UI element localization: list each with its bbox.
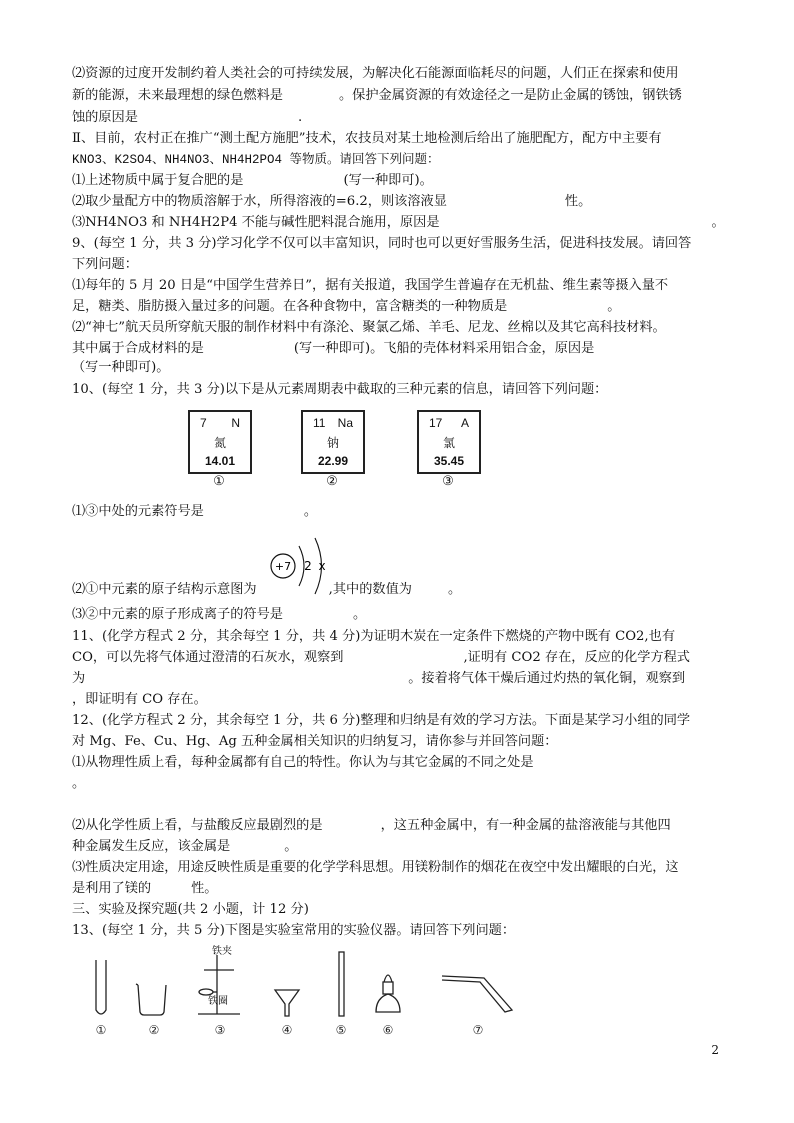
text-line — [72, 502, 317, 522]
element-symbol: Na — [337, 416, 353, 430]
element-card-label: ③ — [442, 474, 454, 489]
apparatus-label: ④ — [281, 1023, 293, 1037]
text-segment: 。保护金属资源的有效途径之一是防止金属的锈蚀，钢铁锈 — [339, 88, 682, 103]
text-line — [72, 108, 302, 128]
element-card-nitrogen — [188, 410, 252, 474]
apparatus-label: ⑦ — [472, 1023, 484, 1037]
text-segment: 性。 — [191, 881, 218, 896]
glass-rod-icon — [339, 952, 344, 1016]
text-line — [72, 171, 433, 191]
text-line: ，即证明有 CO 存在。 — [72, 692, 207, 707]
text-segment: 。 — [284, 839, 298, 854]
text-line — [72, 605, 366, 625]
atomic-mass: 14.01 — [204, 454, 236, 468]
text-line — [72, 297, 620, 317]
text-segment: 蚀的原因是 — [72, 110, 138, 125]
text-segment: CO，可以先将气体通过澄清的石灰水，观察到 — [72, 650, 344, 665]
text-line: ⑵资源的过度开发制约着人类社会的可持续发展，为解决化石能源面临耗尽的问题，人们正在探索和使用 — [72, 66, 679, 81]
element-card-label: ① — [213, 474, 225, 489]
element-card-chlorine — [417, 410, 481, 474]
text-line: ⑶性质决定用途，用途反映性质是重要的化学学科思想。用镁粉制作的烟花在夜空中发出耀眼的白光，这 — [72, 860, 679, 875]
atomic-number: 11 — [313, 416, 326, 430]
element-name: 氮 — [213, 436, 226, 450]
text-segment: ⑴③中处的元素符号是 — [72, 504, 204, 519]
apparatus-label: ③ — [214, 1023, 226, 1037]
text-segment: ⑵①中元素的原子结构示意图为 — [72, 582, 257, 597]
bent-tube-icon — [442, 976, 512, 1012]
text-segment: ,证明有 CO2 存在，反应的化学方程式 — [463, 650, 690, 665]
text-segment: 。 — [447, 582, 462, 597]
text-line: 9、(每空 1 分，共 3 分)学习化学不仅可以丰富知识，同时也可以更好雪服务生活，促进科技发展。请回答 — [72, 236, 692, 251]
text-segment: (写一种即可)。飞船的壳体材料采用铝合金，原因是 — [293, 341, 595, 356]
text-segment: 新的能源，未来最理想的绿色燃料是 — [72, 88, 283, 103]
text-segment: . — [297, 110, 303, 125]
text-line: （写一种即可)。 — [72, 360, 170, 375]
text-segment: ⑶NH4NO3 和 NH4H2P4 不能与碱性肥料混合施用，原因是 — [72, 215, 440, 230]
text-line: Ⅱ、目前，农村正在推广“测土配方施肥”技术，农技员对某土地检测后给出了施肥配方，配方中主要有 — [72, 131, 662, 146]
element-name: 钠 — [326, 436, 339, 450]
text-line: 12、(化学方程式 2 分，其余每空 1 分，共 6 分)整理和归纳是有效的学习方法。下面是某学习小组的同学 — [72, 713, 691, 728]
text-segment: ⑶②中元素的原子形成离子的符号是 — [72, 607, 283, 622]
test-tube-icon — [96, 960, 106, 1014]
beaker-icon — [136, 984, 166, 1015]
text-segment: 。 — [711, 215, 725, 230]
apparatus-label: ⑤ — [335, 1023, 347, 1037]
alcohol-lamp-icon — [376, 975, 400, 1012]
atomic-mass: 22.99 — [317, 454, 349, 468]
text-line: ⑴每年的 5 月 20 日是“中国学生营养日”，据有关报道，我国学生普遍存在无机盐、维生素等摄入量不 — [72, 278, 669, 293]
apparatus-label: ① — [95, 1023, 107, 1037]
text-segment: 。 — [303, 504, 318, 519]
apparatus-label: ② — [148, 1023, 160, 1037]
text-segment: ，这五种金属中，有一种金属的盐溶液能与其他四 — [380, 818, 671, 833]
text-segment: 。接着将气体干燥后通过灼热的氧化铜，观察到 — [408, 671, 686, 686]
clamp-label: 铁夹 — [212, 946, 232, 957]
text-segment: 足，糖类、脂肪摄入量过多的问题。在各种食物中，富含糖类的一种物质是 — [72, 299, 508, 314]
text-segment: 其中属于合成材料的是 — [72, 341, 204, 356]
text-line — [72, 879, 218, 899]
text-segment: 为 — [72, 671, 86, 686]
element-name: 氯 — [442, 436, 455, 450]
text-line: ⑵“神七”航天员所穿航天服的制作材料中有涤沦、聚氯乙烯、羊毛、尼龙、丝棉以及其它高科技材料。 — [72, 320, 666, 335]
text-segment: 性。 — [564, 194, 592, 209]
element-card-sodium — [301, 410, 365, 474]
page-number: 2 — [711, 1043, 719, 1057]
atomic-mass: 35.45 — [433, 454, 465, 468]
text-segment: ⑵从化学性质上看，与盐酸反应最剧烈的是 — [72, 818, 323, 833]
text-segment: 。 — [607, 299, 621, 314]
atomic-number: 17 — [429, 416, 443, 430]
element-symbol: A — [460, 416, 469, 430]
lab-apparatus-figure — [80, 940, 530, 1040]
element-symbol: N — [231, 416, 240, 430]
text-line — [72, 339, 594, 359]
text-segment: 种金属发生反应，该金属是 — [72, 839, 231, 854]
text-line — [72, 816, 671, 836]
text-segment: ,其中的数值为 — [328, 582, 412, 597]
text-line — [72, 648, 690, 668]
text-segment: ⑵取少量配方中的物质溶解于水，所得溶液的=6.2，则该溶液显 — [72, 194, 447, 209]
text-segment: 。 — [353, 607, 367, 622]
text-line: 三、实验及探究题(共 2 小题，计 12 分) — [72, 902, 309, 917]
text-line: ⑴从物理性质上看，每种金属都有自己的特性。你认为与其它金属的不同之处是 — [72, 755, 534, 770]
text-line — [72, 837, 297, 857]
text-segment: 是利用了镁的 — [72, 881, 152, 896]
text-line: 13、(每空 1 分，共 5 分)下图是实验室常用的实验仪器。请回答下列问题： — [72, 923, 516, 938]
text-line: 下列问题： — [72, 257, 138, 272]
shell-electrons: 2 — [304, 559, 312, 573]
ring-label: 铁圈 — [208, 996, 228, 1007]
text-line: 。 — [72, 776, 86, 791]
text-line — [72, 669, 685, 689]
funnel-icon — [275, 990, 299, 1016]
text-line — [72, 192, 591, 212]
text-line: 10、(每空 1 分，共 3 分)以下是从元素周期表中截取的三种元素的信息，请回答下列问题： — [72, 382, 608, 397]
text-line: 11、(化学方程式 2 分，其余每空 1 分，共 4 分)为证明木炭在一定条件下燃烧的产物中既有 CO2,也有 — [72, 629, 676, 644]
atomic-number: 7 — [200, 416, 207, 430]
shell-electrons: x — [318, 559, 326, 573]
text-line — [72, 580, 461, 600]
text-line — [72, 213, 725, 233]
text-line: KNO3、K2SO4、NH4NO3、NH4H2PO4 等物质。请回答下列问题： — [72, 153, 440, 167]
text-segment: ⑴上述物质中属于复合肥的是 — [72, 173, 244, 188]
nucleus-charge: +7 — [274, 560, 292, 573]
text-line: 对 Mg、Fe、Cu、Hg、Ag 五种金属相关知识的归纳复习，请你参与并回答问题： — [72, 734, 558, 749]
element-card-label: ② — [326, 474, 338, 489]
text-segment: (写一种即可)。 — [343, 173, 433, 188]
text-line — [72, 86, 682, 106]
apparatus-label: ⑥ — [382, 1023, 394, 1037]
